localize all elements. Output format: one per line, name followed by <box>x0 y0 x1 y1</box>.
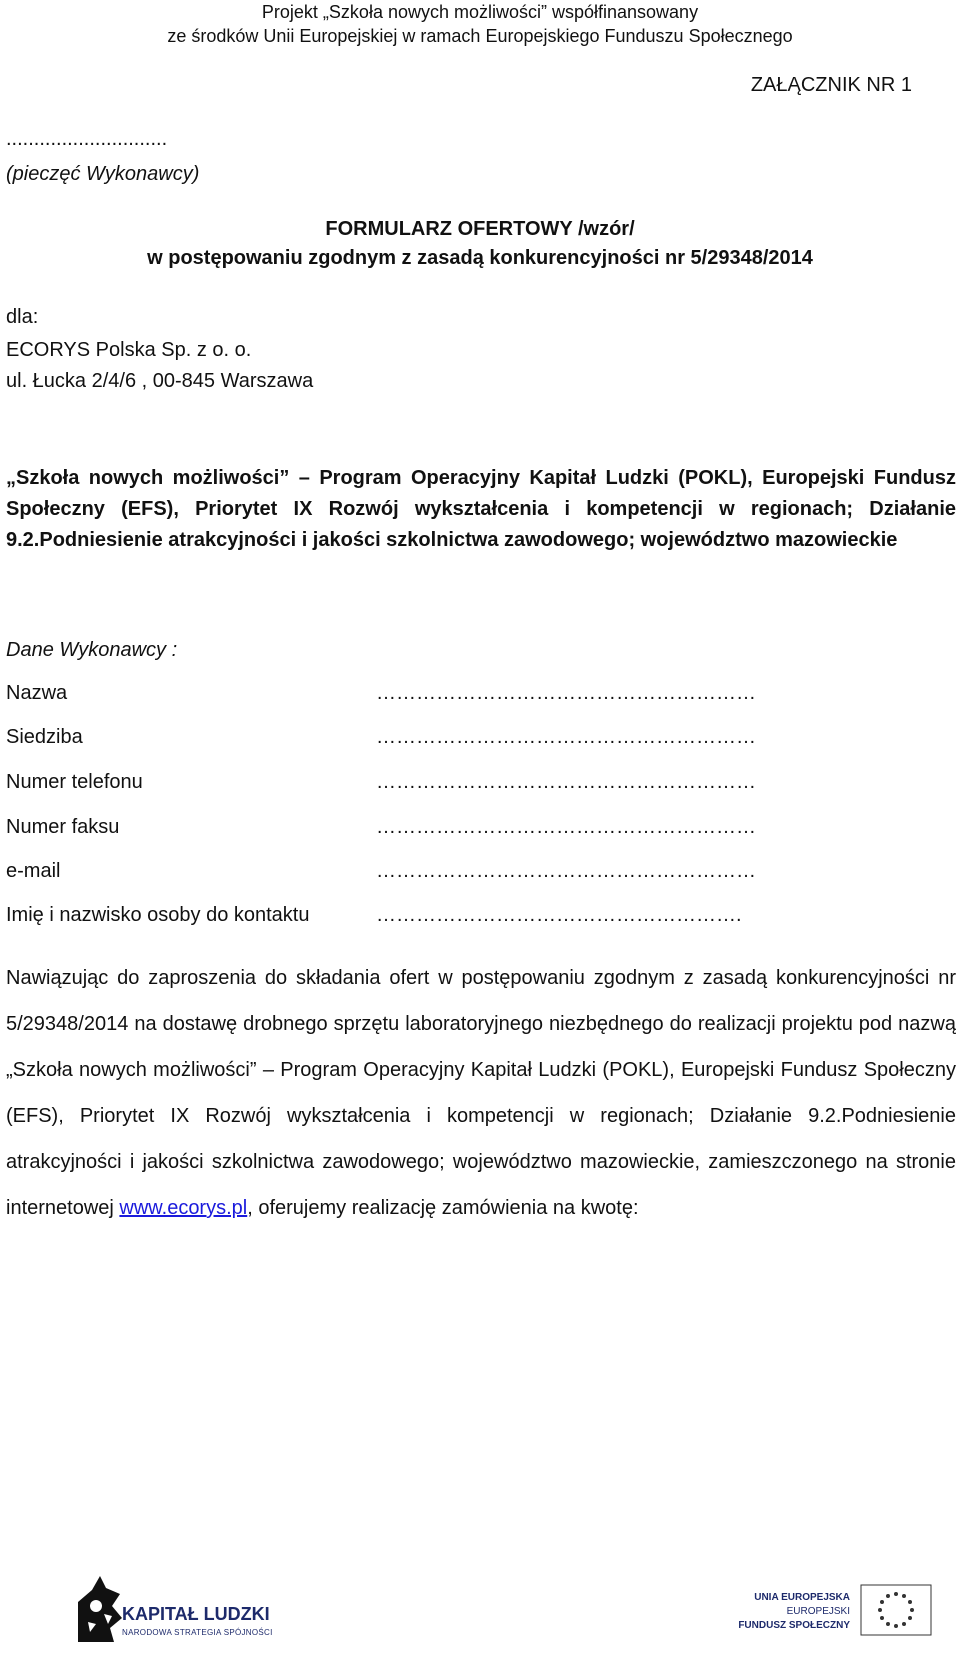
offer-text-before-link: Nawiązując do zaproszenia do składania ofert w postępowaniu zgodnym z zasadą konkurencyjności nr 5/29348/2014 na dostawę drobnego sprzętu laboratoryjnego niezbędnego do realizacji projektu pod nazwą „Szkoła nowych możliwości” – Program Operacyjny Kapitał Ludzki (POKL), Europejski Fundusz Społeczny (EFS), Priorytet IX Rozwój wykształcenia i kompetencji w regionach; Działanie 9.2.Podniesienie atrakcyjności i jakości szkolnictwa zawodowego; województwo mazowieckie, zamieszczonego na stronie internetowej <box>6 967 956 1219</box>
ecorys-website-link[interactable]: www.ecorys.pl <box>119 1197 248 1219</box>
stamp-dots: ............................. <box>6 128 168 150</box>
recipient-for-label: dla: <box>6 306 39 328</box>
project-description: „Szkoła nowych możliwości” – Program Operacyjny Kapitał Ludzki (POKL), Europejski Fundusz Społeczny (EFS), Priorytet IX Rozwój wykształcenia i kompetencji w regionach; Działanie 9.2.Podniesienie atrakcyjności i jakości szkolnictwa zawodowego; województwo mazowieckie <box>6 467 956 551</box>
field-value-seat: ………………………………………………… <box>376 726 756 748</box>
field-value-fax: ………………………………………………… <box>376 816 756 838</box>
contractor-section-title: Dane Wykonawcy : <box>6 639 178 661</box>
form-subtitle: w postępowaniu zgodnym z zasadą konkurencyjności nr 5/29348/2014 <box>147 247 813 269</box>
header-line-2: ze środków Unii Europejskiej w ramach Europejskiego Funduszu Społecznego <box>167 26 793 46</box>
annex-label: ZAŁĄCZNIK NR 1 <box>750 74 912 96</box>
eu-line-1: UNIA EUROPEJSKA <box>754 1592 850 1603</box>
offer-text-after-link: , oferujemy realizację zamówienia na kwotę: <box>247 1197 639 1219</box>
field-label-fax: Numer faksu <box>6 816 120 838</box>
field-label-phone: Numer telefonu <box>6 771 143 793</box>
field-value-email: ………………………………………………… <box>376 860 756 882</box>
stamp-label: (pieczęć Wykonawcy) <box>6 163 200 185</box>
form-title: FORMULARZ OFERTOWY /wzór/ <box>325 218 635 240</box>
field-label-name: Nazwa <box>6 682 68 704</box>
field-value-phone: ………………………………………………… <box>376 771 756 793</box>
eu-flag-icon <box>860 1584 932 1636</box>
kapital-ludzki-emblem-icon <box>70 1572 130 1647</box>
eu-line-2: EUROPEJSKI <box>786 1606 850 1617</box>
header-line-1: Projekt „Szkoła nowych możliwości” współfinansowany <box>261 2 699 22</box>
offer-paragraph <box>6 955 956 1231</box>
recipient-address: ul. Łucka 2/4/6 , 00-845 Warszawa <box>6 370 314 392</box>
field-label-email: e-mail <box>6 860 61 882</box>
kapital-ludzki-subtitle: NARODOWA STRATEGIA SPÓJNOŚCI <box>122 1628 273 1637</box>
kapital-ludzki-logo <box>70 1572 310 1647</box>
kapital-ludzki-title: KAPITAŁ LUDZKI <box>122 1604 270 1624</box>
eu-logo <box>700 1578 950 1648</box>
field-value-name: ………………………………………………… <box>376 682 756 704</box>
field-label-seat: Siedziba <box>6 726 83 748</box>
recipient-name: ECORYS Polska Sp. z o. o. <box>6 339 252 361</box>
field-value-contact-person: ………………………………………………. <box>376 904 742 926</box>
eu-line-3: FUNDUSZ SPOŁECZNY <box>738 1620 850 1631</box>
field-label-contact-person: Imię i nazwisko osoby do kontaktu <box>6 904 310 926</box>
